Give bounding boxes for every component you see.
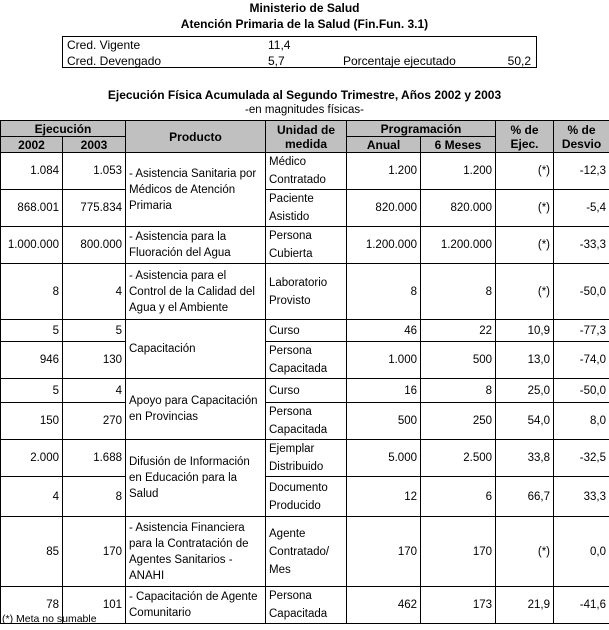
table-title: Ejecución Física Acumulada al Segundo Trimestre, Años 2002 y 2003	[107, 88, 502, 102]
cell-pct-ejec: (*)	[496, 190, 554, 227]
cell-pct-ejec: 13,0	[496, 342, 554, 379]
cell-unidad: Curso	[266, 320, 347, 342]
cell-anual: 462	[347, 587, 421, 624]
cell-2002: 5	[1, 379, 63, 403]
cell-pct-ejec: (*)	[496, 227, 554, 264]
cell-unidad: Paciente Asistido	[266, 190, 347, 227]
cell-2003: 270	[63, 403, 126, 440]
cell-pct-ejec: (*)	[496, 153, 554, 190]
cell-6-meses: 1.200.000	[421, 227, 496, 264]
cell-2003: 8	[63, 477, 126, 517]
cell-2003: 775.834	[63, 190, 126, 227]
ministry-title: Ministerio de Salud	[249, 1, 360, 15]
table-row	[1, 190, 609, 227]
cell-pct-desvio: 0,0	[554, 517, 609, 587]
cred-vigente-value: 11,4	[268, 38, 291, 52]
cell-anual: 16	[347, 379, 421, 403]
cell-6-meses: 173	[421, 587, 496, 624]
cell-producto: - Asistencia Sanitaria por Médicos de Atención Primaria	[126, 153, 266, 227]
cell-2003: 800.000	[63, 227, 126, 264]
table-row	[1, 440, 609, 477]
cell-anual: 8	[347, 264, 421, 320]
cell-pct-desvio: -32,5	[554, 440, 609, 477]
cell-unidad: Agente Contratado/ Mes	[266, 517, 347, 587]
cell-6-meses: 250	[421, 403, 496, 440]
cell-unidad: Persona Capacitada	[266, 403, 347, 440]
cell-2002: 78	[1, 587, 63, 624]
cell-2003: 4	[63, 264, 126, 320]
cell-pct-desvio: -74,0	[554, 342, 609, 379]
cell-2002: 85	[1, 517, 63, 587]
cell-6-meses: 820.000	[421, 190, 496, 227]
cell-anual: 5.000	[347, 440, 421, 477]
header-producto: Producto	[126, 121, 266, 153]
cell-pct-desvio: -5,4	[554, 190, 609, 227]
table-row	[1, 379, 609, 403]
header-programacion: Programación	[347, 121, 496, 137]
cell-anual: 500	[347, 403, 421, 440]
table-row	[1, 320, 609, 342]
cell-producto: - Asistencia para el Control de la Calidad del Agua y el Ambiente	[126, 264, 266, 320]
table-subtitle: -en magnitudes físicas-	[245, 104, 364, 116]
table-row	[1, 264, 609, 320]
cell-6-meses: 1.200	[421, 153, 496, 190]
cell-pct-ejec: (*)	[496, 264, 554, 320]
execution-table	[0, 120, 609, 624]
cell-6-meses: 22	[421, 320, 496, 342]
header-unidad: Unidad de medida	[266, 121, 347, 153]
program-title: Atención Primaria de la Salud (Fin.Fun. 3.1)	[180, 17, 429, 31]
header-2002: 2002	[1, 137, 63, 153]
pct-ejecutado-label: Porcentaje ejecutado	[343, 54, 456, 68]
cell-pct-ejec: 21,9	[496, 587, 554, 624]
cell-producto: - Asistencia para la Fluoración del Agua	[126, 227, 266, 264]
cell-2002: 150	[1, 403, 63, 440]
cell-pct-desvio: -50,0	[554, 264, 609, 320]
cell-pct-desvio: -12,3	[554, 153, 609, 190]
cell-2002: 1.000.000	[1, 227, 63, 264]
cell-producto: Apoyo para Capacitación en Provincias	[126, 379, 266, 440]
header-6-meses: 6 Meses	[421, 137, 496, 153]
table-row	[1, 517, 609, 587]
budget-box	[62, 36, 537, 68]
cell-6-meses: 170	[421, 517, 496, 587]
cell-2002: 5	[1, 320, 63, 342]
header-pct-desvio: % de Desvio	[554, 121, 609, 153]
cell-anual: 1.200	[347, 153, 421, 190]
cell-pct-ejec: 54,0	[496, 403, 554, 440]
cell-pct-desvio: -33,3	[554, 227, 609, 264]
cell-anual: 820.000	[347, 190, 421, 227]
table-row	[1, 403, 609, 440]
table-body	[1, 153, 609, 624]
cell-6-meses: 500	[421, 342, 496, 379]
cell-anual: 1.200.000	[347, 227, 421, 264]
header-2003: 2003	[63, 137, 126, 153]
header-anual: Anual	[347, 137, 421, 153]
cell-6-meses: 6	[421, 477, 496, 517]
cell-unidad: Persona Capacitada	[266, 342, 347, 379]
cell-6-meses: 8	[421, 379, 496, 403]
cell-2002: 8	[1, 264, 63, 320]
cell-producto: - Capacitación de Agente Comunitario	[126, 587, 266, 624]
cell-2002: 1.084	[1, 153, 63, 190]
cell-2002: 2.000	[1, 440, 63, 477]
cell-pct-ejec: (*)	[496, 517, 554, 587]
cell-pct-desvio: -50,0	[554, 379, 609, 403]
cell-unidad: Médico Contratado	[266, 153, 347, 190]
cell-2002: 868.001	[1, 190, 63, 227]
cell-2003: 4	[63, 379, 126, 403]
cell-2003: 1.688	[63, 440, 126, 477]
cell-pct-ejec: 66,7	[496, 477, 554, 517]
cell-unidad: Ejemplar Distribuido	[266, 440, 347, 477]
cell-producto: - Asistencia Financiera para la Contratación de Agentes Sanitarios - ANAHI	[126, 517, 266, 587]
cell-6-meses: 8	[421, 264, 496, 320]
cell-anual: 170	[347, 517, 421, 587]
cell-2003: 1.053	[63, 153, 126, 190]
cell-producto: Difusión de Información en Educación para la Salud	[126, 440, 266, 517]
cell-unidad: Persona Capacitada	[266, 587, 347, 624]
cell-unidad: Persona Cubierta	[266, 227, 347, 264]
table-row	[1, 227, 609, 264]
cell-unidad: Documento Producido	[266, 477, 347, 517]
cred-devengado-value: 5,7	[268, 54, 285, 68]
cell-anual: 1.000	[347, 342, 421, 379]
footnote: (*) Meta no sumable	[2, 613, 97, 625]
cell-2002: 946	[1, 342, 63, 379]
cell-pct-desvio: 33,3	[554, 477, 609, 517]
cell-unidad: Laboratorio Provisto	[266, 264, 347, 320]
cell-anual: 12	[347, 477, 421, 517]
cell-pct-ejec: 10,9	[496, 320, 554, 342]
header-pct-ejec: % de Ejec.	[496, 121, 554, 153]
cell-2003: 5	[63, 320, 126, 342]
cell-pct-ejec: 25,0	[496, 379, 554, 403]
cell-2003: 130	[63, 342, 126, 379]
cred-devengado-label: Cred. Devengado	[67, 54, 162, 68]
cell-producto: Capacitación	[126, 320, 266, 379]
cell-2003: 170	[63, 517, 126, 587]
table-row	[1, 342, 609, 379]
cred-vigente-label: Cred. Vigente	[67, 38, 141, 52]
cell-pct-ejec: 33,8	[496, 440, 554, 477]
cell-6-meses: 2.500	[421, 440, 496, 477]
cell-2002: 4	[1, 477, 63, 517]
table-row	[1, 153, 609, 190]
cell-pct-desvio: 8,0	[554, 403, 609, 440]
cell-pct-desvio: -41,6	[554, 587, 609, 624]
header-ejecucion: Ejecución	[1, 121, 126, 137]
cell-unidad: Curso	[266, 379, 347, 403]
table-row	[1, 477, 609, 517]
cell-2003: 101	[63, 587, 126, 624]
pct-ejecutado-value: 50,2	[507, 54, 531, 68]
cell-anual: 46	[347, 320, 421, 342]
cell-pct-desvio: -77,3	[554, 320, 609, 342]
